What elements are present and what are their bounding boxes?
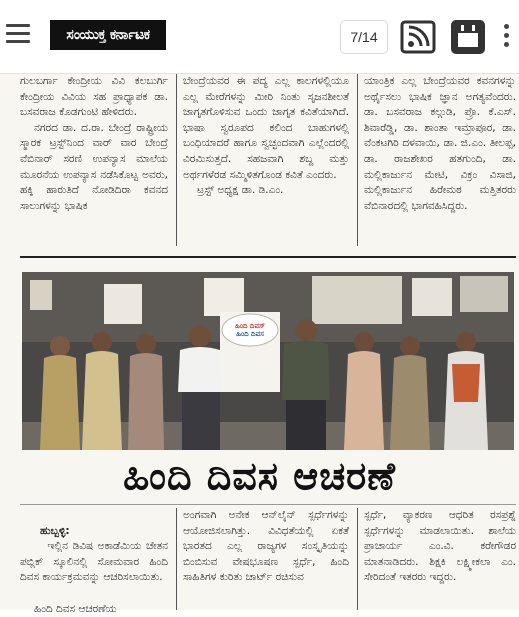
column-rule	[357, 508, 358, 610]
menu-icon[interactable]	[6, 22, 32, 46]
column-rule	[357, 74, 358, 246]
article-top-col-1	[20, 74, 172, 244]
paragraph: ನಗರದ ಡಾ. ದ.ರಾ. ಬೇಂದ್ರೆ ರಾಷ್ಟ್ರೀಯ ಸ್ಮಾರಕ ಟ್ರಸ್ಟ್‌ನಿಂದ ವಾರ್ ವಾರ ಬೇಂದ್ರೆ ವೆಬಿನಾರ್ ಸರಣಿ ಉಪನ್ಯಾಸ ಮಾಲೆಯ ಮೂರನೆಯ ಉಪನ್ಯಾಸ ನಡೆಸಿಕೊಟ್ಟ ಅವರು, ಹಕ್ಕಿ ಹಾರುತಿದೆ ನೋಡಿದಿರಾ ಕವನದ ಸಾಲುಗಳನ್ನು ಭಾಷಿಕ	[20, 121, 172, 212]
page-counter[interactable]: 7/14	[340, 20, 388, 54]
feed-icon[interactable]	[399, 18, 437, 56]
article-headline: ಹಿಂದಿ ದಿವಸ ಆಚರಣೆ	[123, 453, 396, 498]
section-rule	[20, 256, 516, 258]
headline-rule	[20, 504, 516, 505]
paragraph: ಯಾಂತ್ರಿಕ ಎಲ್ಲ ಬೇಂದ್ರೆಯವರ ಕವನಗಳನ್ನು ಅರ್ಥೈಸಲು ಭಾಷಿಕ ಜ್ಞಾನ ಅಗತ್ಯವೆಂದರು. ಡಾ. ಬಸವರಾಜ ಕಲ್ಗುಡಿ, ಪ್ರೊ. ಕೆ.ಎಸ್. ಶಿವಾರೆಡ್ಡಿ, ಡಾ. ಶಾಂತಾ ಇಮ್ರಾಪೂರ, ಡಾ. ವೆಂಕಟಗಿರಿ ದಳವಾಯಿ, ಡಾ. ಜಿ.ಎಂ. ತೀಲಪ್ಪ, ಡಾ. ರಾಜಶೇಖರ ಹತಗುಂದಿ, ಡಾ. ಮಲ್ಲಿಕಾರ್ಜುನ ಮೇಟಿ, ವಿಕ್ರಂ ವಿಸಾಜಿ, ಮಲ್ಲಿಕಾರ್ಜುನ ಹಿರೇಮಠ ಮತ್ತಿತರರು ವೆಬಿನಾರದಲ್ಲಿ ಭಾಗವಹಿಸಿದ್ದರು.	[364, 75, 516, 212]
calendar-icon[interactable]	[449, 18, 487, 56]
event-photo-drawing	[22, 272, 514, 450]
article-top-col-2	[183, 74, 353, 244]
more-vertical-icon[interactable]	[498, 22, 514, 52]
paragraph: ಗುಲಬರ್ಗಾ ಕೇಂದ್ರೀಯ ವಿವಿ ಕಲಬುರ್ಗಿ ಕೇಂದ್ರೀಯ ವಿವಿಯ ಸಹ ಪ್ರಾಧ್ಯಾಪಕ ಡಾ. ಬಸವರಾಜ ಕೊಡಗುಂಟಿ ಹೇಳಿದರು.	[20, 75, 172, 119]
column-rule	[176, 74, 177, 246]
epaper-page[interactable]	[0, 74, 519, 615]
article-bottom-col-3	[364, 508, 516, 610]
article-bottom-col-2	[183, 508, 353, 610]
article-bottom-col-1	[20, 508, 172, 615]
paragraph	[20, 508, 172, 602]
newspaper-logo[interactable]	[50, 20, 166, 50]
banner-text: ಹಿಂದಿ ದಿವಸ್	[235, 322, 265, 330]
paragraph-text: ಇಲ್ಲಿನ ಡಿವಿಷ ಅಕಾಡೆಮಿಯ ಚೇತನ ಪಬ್ಲಿಕ್ ಸ್ಕೂಲಿನಲ್ಲಿ ಸೋಮವಾರ ಹಿಂದಿ ದಿವಸ ಕಾರ್ಯಕ್ರಮವನ್ನು ಆಚರಿಸಲಾಯಿತು.	[20, 540, 172, 584]
article-top-col-3	[364, 74, 516, 244]
paragraph: ಟ್ರಸ್ಟ್ ಅಧ್ಯಕ್ಷ ಡಾ. ಡಿ.ಎಂ.	[197, 184, 284, 197]
banner-text: ಹಿಂದಿ ದಿವಸ	[236, 330, 264, 338]
paragraph: ಸ್ಪರ್ಧೆ, ವ್ಯಾಕರಣ ಆಧರಿತ ರಸಪ್ರಶ್ನೆ ಸ್ಪರ್ಧೆಗಳನ್ನು ಮಾಡಲಾಯಿತು. ಶಾಲೆಯ ಪ್ರಾಚಾರ್ಯ ಎಂ.ವಿ. ಕರೇಗೌಡರ ಮಾತನಾಡಿದರು. ಶಿಕ್ಷಕಿ ಲಕ್ಷ್ಮೀಕಲಾ ಎಂ. ಸೇರಿದಂತೆ ಇತರರು ಇದ್ದರು.	[364, 509, 516, 584]
paragraph: ಹಿಂದಿ ದಿವಸ ಆಚರಣೆಯ	[34, 602, 117, 615]
dateline: ಹುಬ್ಬಳ್ಳಿ:	[40, 524, 70, 537]
column-rule	[176, 508, 177, 610]
event-photo	[22, 272, 514, 450]
paragraph: ಅಂಗವಾಗಿ ಅನೇಕ ಆನ್‌ಲೈನ್ ಸ್ಪರ್ಧೆಗಳನ್ನು ಆಯೋಜಿಸಲಾಗಿತ್ತು. ವಿವಿಧತೆಯಲ್ಲಿ ಏಕತೆ ಭಾರತದ ಎಲ್ಲ ರಾಜ್ಯಗಳ ಸಂಸ್ಕೃತಿಯನ್ನು ಬಿಂಬಿಸುವ ವೇಷಭೂಷಣ ಸ್ಪರ್ಧೆ, ಹಿಂದಿ ಸಾಹಿತಿಗಳ ಕುರಿತು ಚಾರ್ಟ್ ರಚಿಸುವ	[183, 509, 353, 584]
logo-text: ಸಂಯುಕ್ತ ಕರ್ನಾಟಕ	[66, 27, 150, 43]
paragraph: ಬೇಂದ್ರೆಯವರ ಈ ಪದ್ಯ ಎಲ್ಲ ಕಾಲಗಳಲ್ಲಿಯೂ ಎಲ್ಲ ಮೇರೆಗಳನ್ನು ಮೀರಿ ನಿಂತು ಸೃಜನಶೀಲತೆ ಜಾಗೃತಗೊಳಿಸುವ ಒಂದು ಜಾಗೃತ ಕವಿತೆಯಾಗಿದೆ. ಭಾಷಾ ಸ್ವರೂಪದ ಕಲಿಂದ ಬಾಹುಗಳಲ್ಲಿ ಬಂಧಿಯಾದರೆ ಹಾಗೂ ಸ್ವಚ್ಛಂದವಾಗಿ ಎಲ್ಲೆಂದರಲ್ಲಿ ವಿರಮಿಸುತ್ತದೆ. ಸಹಜವಾಗಿ ಶಬ್ದ ಮತ್ತು ಅರ್ಥಗಳೆರಡ ಸಮ್ಮಿಳಿತಗೊಂಡ ಕವಿತೆ ಎಂದರು.	[183, 75, 353, 181]
app-top-bar	[0, 0, 519, 74]
